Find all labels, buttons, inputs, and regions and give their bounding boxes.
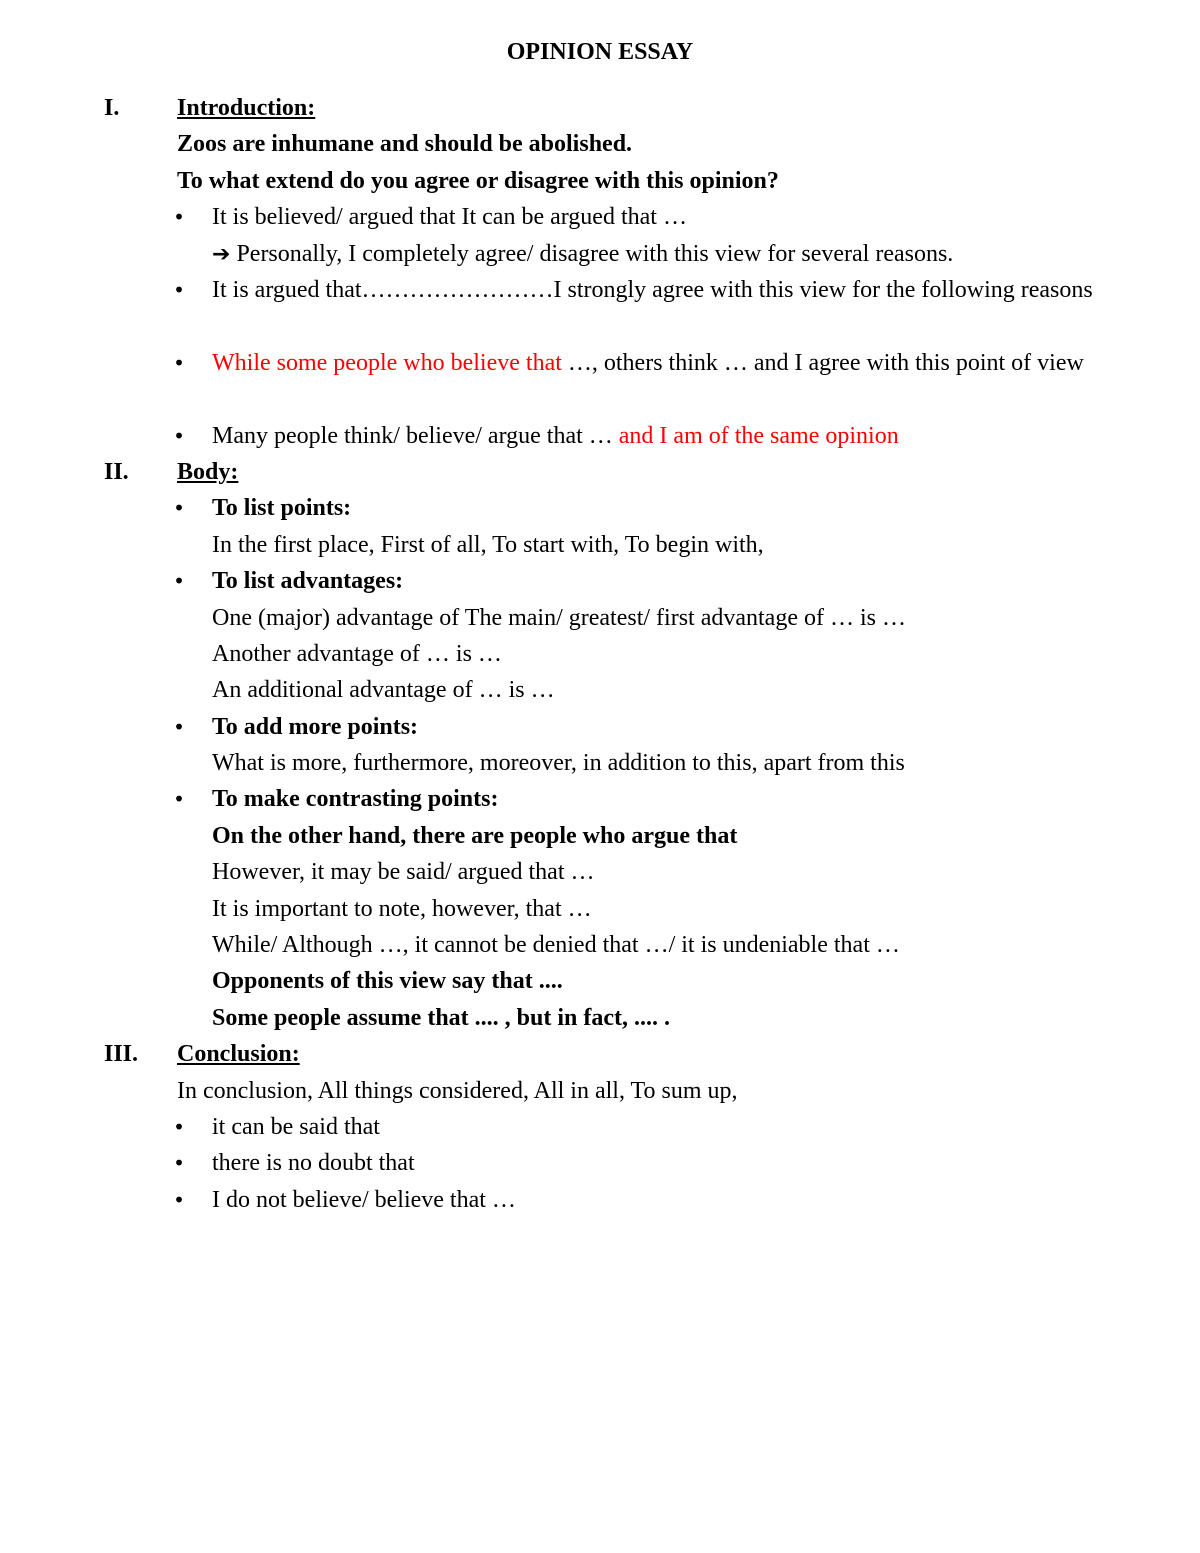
- list-subitem: [0, 636, 1200, 672]
- bullet-icon: •: [173, 350, 185, 375]
- list-subitem: [0, 600, 1200, 636]
- list-item: [0, 418, 1200, 454]
- list-subitem: [0, 818, 1200, 854]
- list-item: [0, 199, 1200, 235]
- bullet-icon: •: [173, 1114, 185, 1139]
- list-item: [0, 490, 1200, 526]
- list-subitem: [0, 1000, 1200, 1036]
- bullet-icon: •: [173, 205, 185, 230]
- conclusion-intro-line: [0, 1073, 1200, 1109]
- bullet-icon: •: [173, 714, 185, 739]
- list-subitem: [0, 236, 1200, 272]
- list-item: [0, 272, 1200, 345]
- list-item-label: To make contrasting points:: [212, 786, 499, 813]
- list-subitem: [0, 963, 1200, 999]
- list-item: [0, 563, 1200, 599]
- list-subitem-text: It is important to note, however, that …: [212, 895, 592, 922]
- list-subitem: [0, 527, 1200, 563]
- list-subitem-text: An additional advantage of … is …: [212, 677, 555, 704]
- list-item: [0, 781, 1200, 817]
- section-body-heading-row: [0, 454, 1200, 490]
- list-item-text: It is believed/ argued that It can be argued that …: [212, 204, 687, 231]
- section-heading: Introduction:: [177, 95, 316, 121]
- list-item-text: it can be said that: [212, 1113, 380, 1140]
- arrow-right-icon: ➔: [212, 241, 231, 267]
- essay-question-text: To what extend do you agree or disagree with this opinion?: [177, 167, 779, 194]
- list-subitem-text: Opponents of this view say that ....: [212, 968, 563, 995]
- list-item-text: there is no doubt that: [212, 1150, 415, 1177]
- list-item: [0, 1109, 1200, 1145]
- list-item-label: To add more points:: [212, 713, 419, 740]
- document-body: [0, 90, 1200, 1218]
- bullet-icon: •: [173, 1187, 185, 1212]
- list-subitem-text: One (major) advantage of The main/ greatest/ first advantage of … is …: [212, 604, 906, 631]
- list-subitem-text: Another advantage of … is …: [212, 640, 502, 667]
- list-item-text: I do not believe/ believe that …: [212, 1186, 516, 1213]
- list-item: [0, 1145, 1200, 1181]
- list-item-text: It is argued that……………………I strongly agree with this view for the following reasons: [212, 276, 1093, 303]
- list-subitem-text: Some people assume that .... , but in fact, .... .: [212, 1004, 671, 1031]
- list-subitem-text: What is more, furthermore, moreover, in addition to this, apart from this: [212, 750, 905, 777]
- bullet-icon: •: [173, 496, 185, 521]
- list-item-text: …, others think … and I agree with this point of view: [561, 349, 1084, 376]
- list-subitem-text: Personally, I completely agree/ disagree with this view for several reasons.: [236, 240, 954, 267]
- list-subitem: [0, 927, 1200, 963]
- list-item-text-wrap: [212, 345, 1122, 381]
- essay-prompt-text: Zoos are inhumane and should be abolished.: [177, 131, 633, 158]
- section-numeral: II.: [104, 458, 129, 485]
- bullet-icon: •: [173, 423, 185, 448]
- highlighted-text: While some people who believe that: [212, 349, 562, 376]
- bullet-icon: •: [173, 277, 185, 302]
- essay-question-line: [0, 163, 1200, 199]
- document-title: OPINION ESSAY: [506, 39, 694, 65]
- list-subitem: [0, 745, 1200, 781]
- list-subitem: [0, 854, 1200, 890]
- list-subitem-text: On the other hand, there are people who argue that: [212, 822, 738, 849]
- bullet-icon: •: [173, 569, 185, 594]
- bullet-icon: •: [173, 787, 185, 812]
- list-subitem-text: However, it may be said/ argued that …: [212, 859, 595, 886]
- section-conclusion-heading-row: [0, 1036, 1200, 1072]
- section-numeral: I.: [104, 95, 120, 121]
- section-numeral: III.: [104, 1041, 139, 1068]
- list-item-text-wrap: [212, 418, 899, 454]
- bullet-icon: •: [173, 1151, 185, 1176]
- section-intro-heading-row: [0, 90, 1200, 126]
- list-item-label: To list points:: [212, 495, 352, 522]
- essay-prompt-line: [0, 126, 1200, 162]
- list-subitem-text-wrap: [212, 236, 953, 273]
- list-subitem-text: While/ Although …, it cannot be denied that …/ it is undeniable that …: [212, 932, 900, 959]
- list-subitem: [0, 891, 1200, 927]
- list-subitem: [0, 672, 1200, 708]
- list-item-label: To list advantages:: [212, 568, 404, 595]
- list-item: [0, 1182, 1200, 1218]
- list-item-text: Many people think/ believe/ argue that …: [212, 422, 619, 449]
- list-subitem-text: In the first place, First of all, To start with, To begin with,: [212, 531, 764, 558]
- section-heading: Body:: [177, 458, 239, 485]
- list-item: [0, 709, 1200, 745]
- section-heading: Conclusion:: [177, 1041, 300, 1068]
- highlighted-text: and I am of the same opinion: [618, 422, 899, 449]
- list-item: [0, 345, 1200, 418]
- conclusion-intro-text: In conclusion, All things considered, All in all, To sum up,: [177, 1077, 738, 1104]
